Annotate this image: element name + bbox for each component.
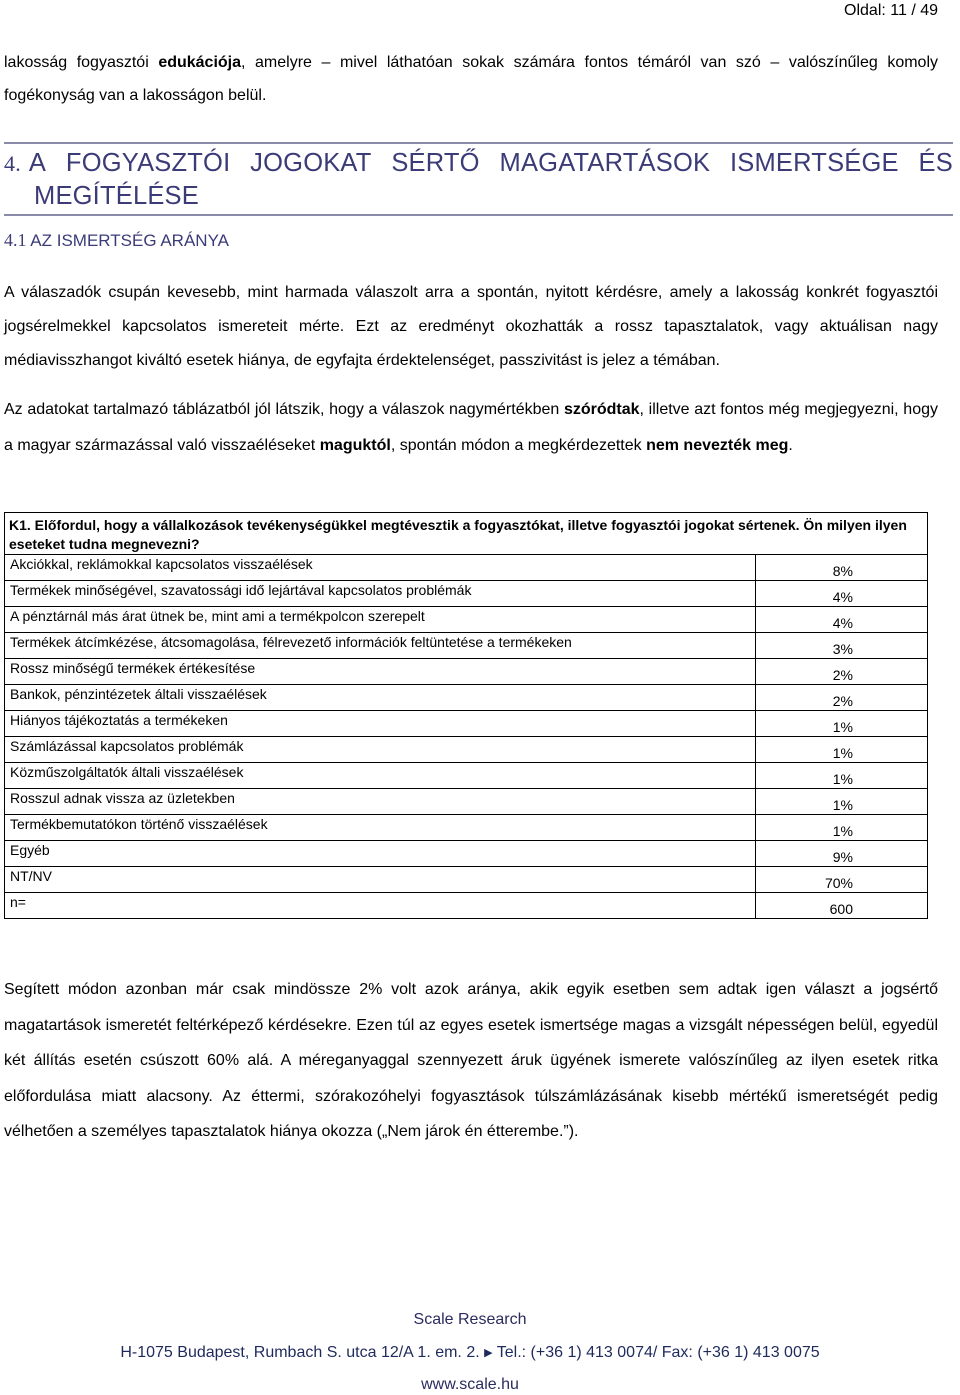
heading-word: ISMERTSÉGE	[730, 149, 899, 177]
subsection-heading	[4, 230, 229, 251]
paragraph-text: .	[788, 437, 793, 454]
section-heading	[4, 142, 953, 216]
heading-number-and-word	[4, 147, 46, 180]
paragraph-conclusion: Segített módon azonban már csak mindössze 2% volt azok aránya, akik egyik esetben sem adtak igen választ a jogsértő magatartások ismeretét feltérképező kérdésekre. Ezen túl az egyes esetek ismertsége magas a vizsgált népességen belül, egyedül két állítás esetén csúszott 60% alá. A méreganyaggal szennyezett áruk ügyének ismerete valószínűleg az ilyen esetek ritka előfordulása miatt alacsony. Az éttermi, szórakozóhelyi fogyasztások túlszámlázásának kisebb mértékű ismeretségét pedig vélhetően a személyes tapasztalatok hiánya okozza („Nem járok én étterembe.”).	[4, 981, 938, 1140]
right-triangle-icon: ▶	[484, 1347, 493, 1359]
subsection-number: 4.1	[4, 230, 27, 250]
paragraph-text: , spontán módon a megkérdezettek	[390, 437, 647, 454]
footer-phone-fax: Tel.: (+36 1) 413 0074/ Fax: (+36 1) 413 0075	[496, 1344, 820, 1361]
bold-term: szóródtak	[563, 401, 640, 418]
row-label: Akciókkal, reklámokkal kapcsolatos visszaélések	[5, 555, 756, 580]
paragraph-text: lakosság fogyasztói	[4, 54, 159, 71]
bold-term: maguktól	[319, 437, 391, 454]
row-label: Termékek átcímkézése, átcsomagolása, félrevezető információk feltüntetése a termékeken	[5, 633, 756, 658]
row-value: 1%	[832, 771, 853, 787]
footer-website: www.scale.hu	[421, 1376, 519, 1393]
row-value: 1%	[832, 745, 853, 761]
paragraph-awareness: A válaszadók csupán kevesebb, mint harmada válaszolt arra a spontán, nyitott kérdésre, amely a lakosság konkrét fogyasztói jogsérelmekkel kapcsolatos ismereteit mérte. Ezt az eredményt okozhatták a rossz tapasztalatok, vagy aktuálisan nagy médiavisszhangot kiváltó esetek hiánya, de egyfajta érdektelenséget, passzivitást is jelez a témában.	[4, 284, 938, 369]
row-label: n=	[5, 893, 756, 918]
row-value: 2%	[832, 667, 853, 683]
footer-contact-line	[0, 1344, 940, 1362]
table-row	[5, 607, 927, 633]
row-label: Hiányos tájékoztatás a termékeken	[5, 711, 756, 736]
table-row	[5, 841, 927, 867]
section-number: 4.	[4, 151, 21, 176]
row-label: A pénztárnál más árat ütnek be, mint ami a termékpolcon szerepelt	[5, 607, 756, 632]
row-label: Termékbemutatókon történő visszaélések	[5, 815, 756, 840]
table-row	[5, 815, 927, 841]
row-label: Bankok, pénzintézetek általi visszaélések	[5, 685, 756, 710]
paragraph-text: , illetve azt fontos még megjegyezni, hogy a magyar származással való visszaéléseket	[4, 401, 938, 454]
bold-term: nem nevezték meg	[646, 437, 789, 454]
row-value: 2%	[832, 693, 853, 709]
footer-address: H-1075 Budapest, Rumbach S. utca 12/A 1. em. 2.	[120, 1344, 480, 1361]
footer-company: Scale Research	[413, 1311, 527, 1328]
row-value: 4%	[832, 589, 853, 605]
heading-word: SÉRTŐ	[391, 149, 480, 177]
row-value: 3%	[832, 641, 853, 657]
paragraph-table-intro	[4, 392, 938, 464]
row-label: Egyéb	[5, 841, 756, 866]
row-value: 8%	[832, 563, 853, 579]
heading-word: A	[28, 149, 47, 177]
table-row	[5, 685, 927, 711]
row-value: 1%	[832, 719, 853, 735]
row-label: Termékek minőségével, szavatossági idő lejártával kapcsolatos problémák	[5, 581, 756, 606]
paragraph-text: Az adatokat tartalmazó táblázatból jól látszik, hogy a válaszok nagymértékben	[4, 401, 564, 418]
heading-word: FOGYASZTÓI	[65, 149, 231, 177]
row-value: 1%	[832, 797, 853, 813]
table-row	[5, 711, 927, 737]
row-label: NT/NV	[5, 867, 756, 892]
section-heading-line1	[4, 147, 953, 180]
paragraph-intro	[4, 46, 938, 112]
heading-word: JOGOKAT	[250, 149, 372, 177]
row-value: 70%	[824, 875, 853, 891]
section-heading-line2: MEGÍTÉLÉSE	[34, 182, 199, 210]
heading-word: MAGATARTÁSOK	[499, 149, 711, 177]
table-row	[5, 659, 927, 685]
row-label: Számlázással kapcsolatos problémák	[5, 737, 756, 762]
row-label: Közműszolgáltatók általi visszaélések	[5, 763, 756, 788]
row-value: 1%	[832, 823, 853, 839]
results-table	[4, 512, 928, 919]
paragraph-text: , amelyre – mivel láthatóan sokak számára fontos témáról van szó – valószínűleg komoly fogékonyság van a lakosságon belül.	[4, 54, 939, 104]
table-row	[5, 633, 927, 659]
bold-term: edukációja	[158, 54, 242, 71]
row-label: Rosszul adnak vissza az üzletekben	[5, 789, 756, 814]
table-row	[5, 737, 927, 763]
row-label: Rossz minőségű termékek értékesítése	[5, 659, 756, 684]
table-row	[5, 555, 927, 581]
table-caption: K1. Előfordul, hogy a vállalkozások tevékenységükkel megtévesztik a fogyasztókat, illetve fogyasztói jogokat sértenek. Ön milyen ilyen eseteket tudna megnevezni?	[5, 513, 927, 555]
table-row	[5, 867, 927, 893]
page-number: Oldal: 11 / 49	[844, 2, 938, 19]
table-row	[5, 789, 927, 815]
row-value: 9%	[832, 849, 853, 865]
table-row	[5, 763, 927, 789]
table-row	[5, 893, 927, 918]
row-value: 4%	[832, 615, 853, 631]
table-row	[5, 581, 927, 607]
row-value: 600	[829, 901, 853, 917]
subsection-title: AZ ISMERTSÉG ARÁNYA	[30, 231, 229, 250]
heading-word: ÉS	[918, 149, 953, 177]
